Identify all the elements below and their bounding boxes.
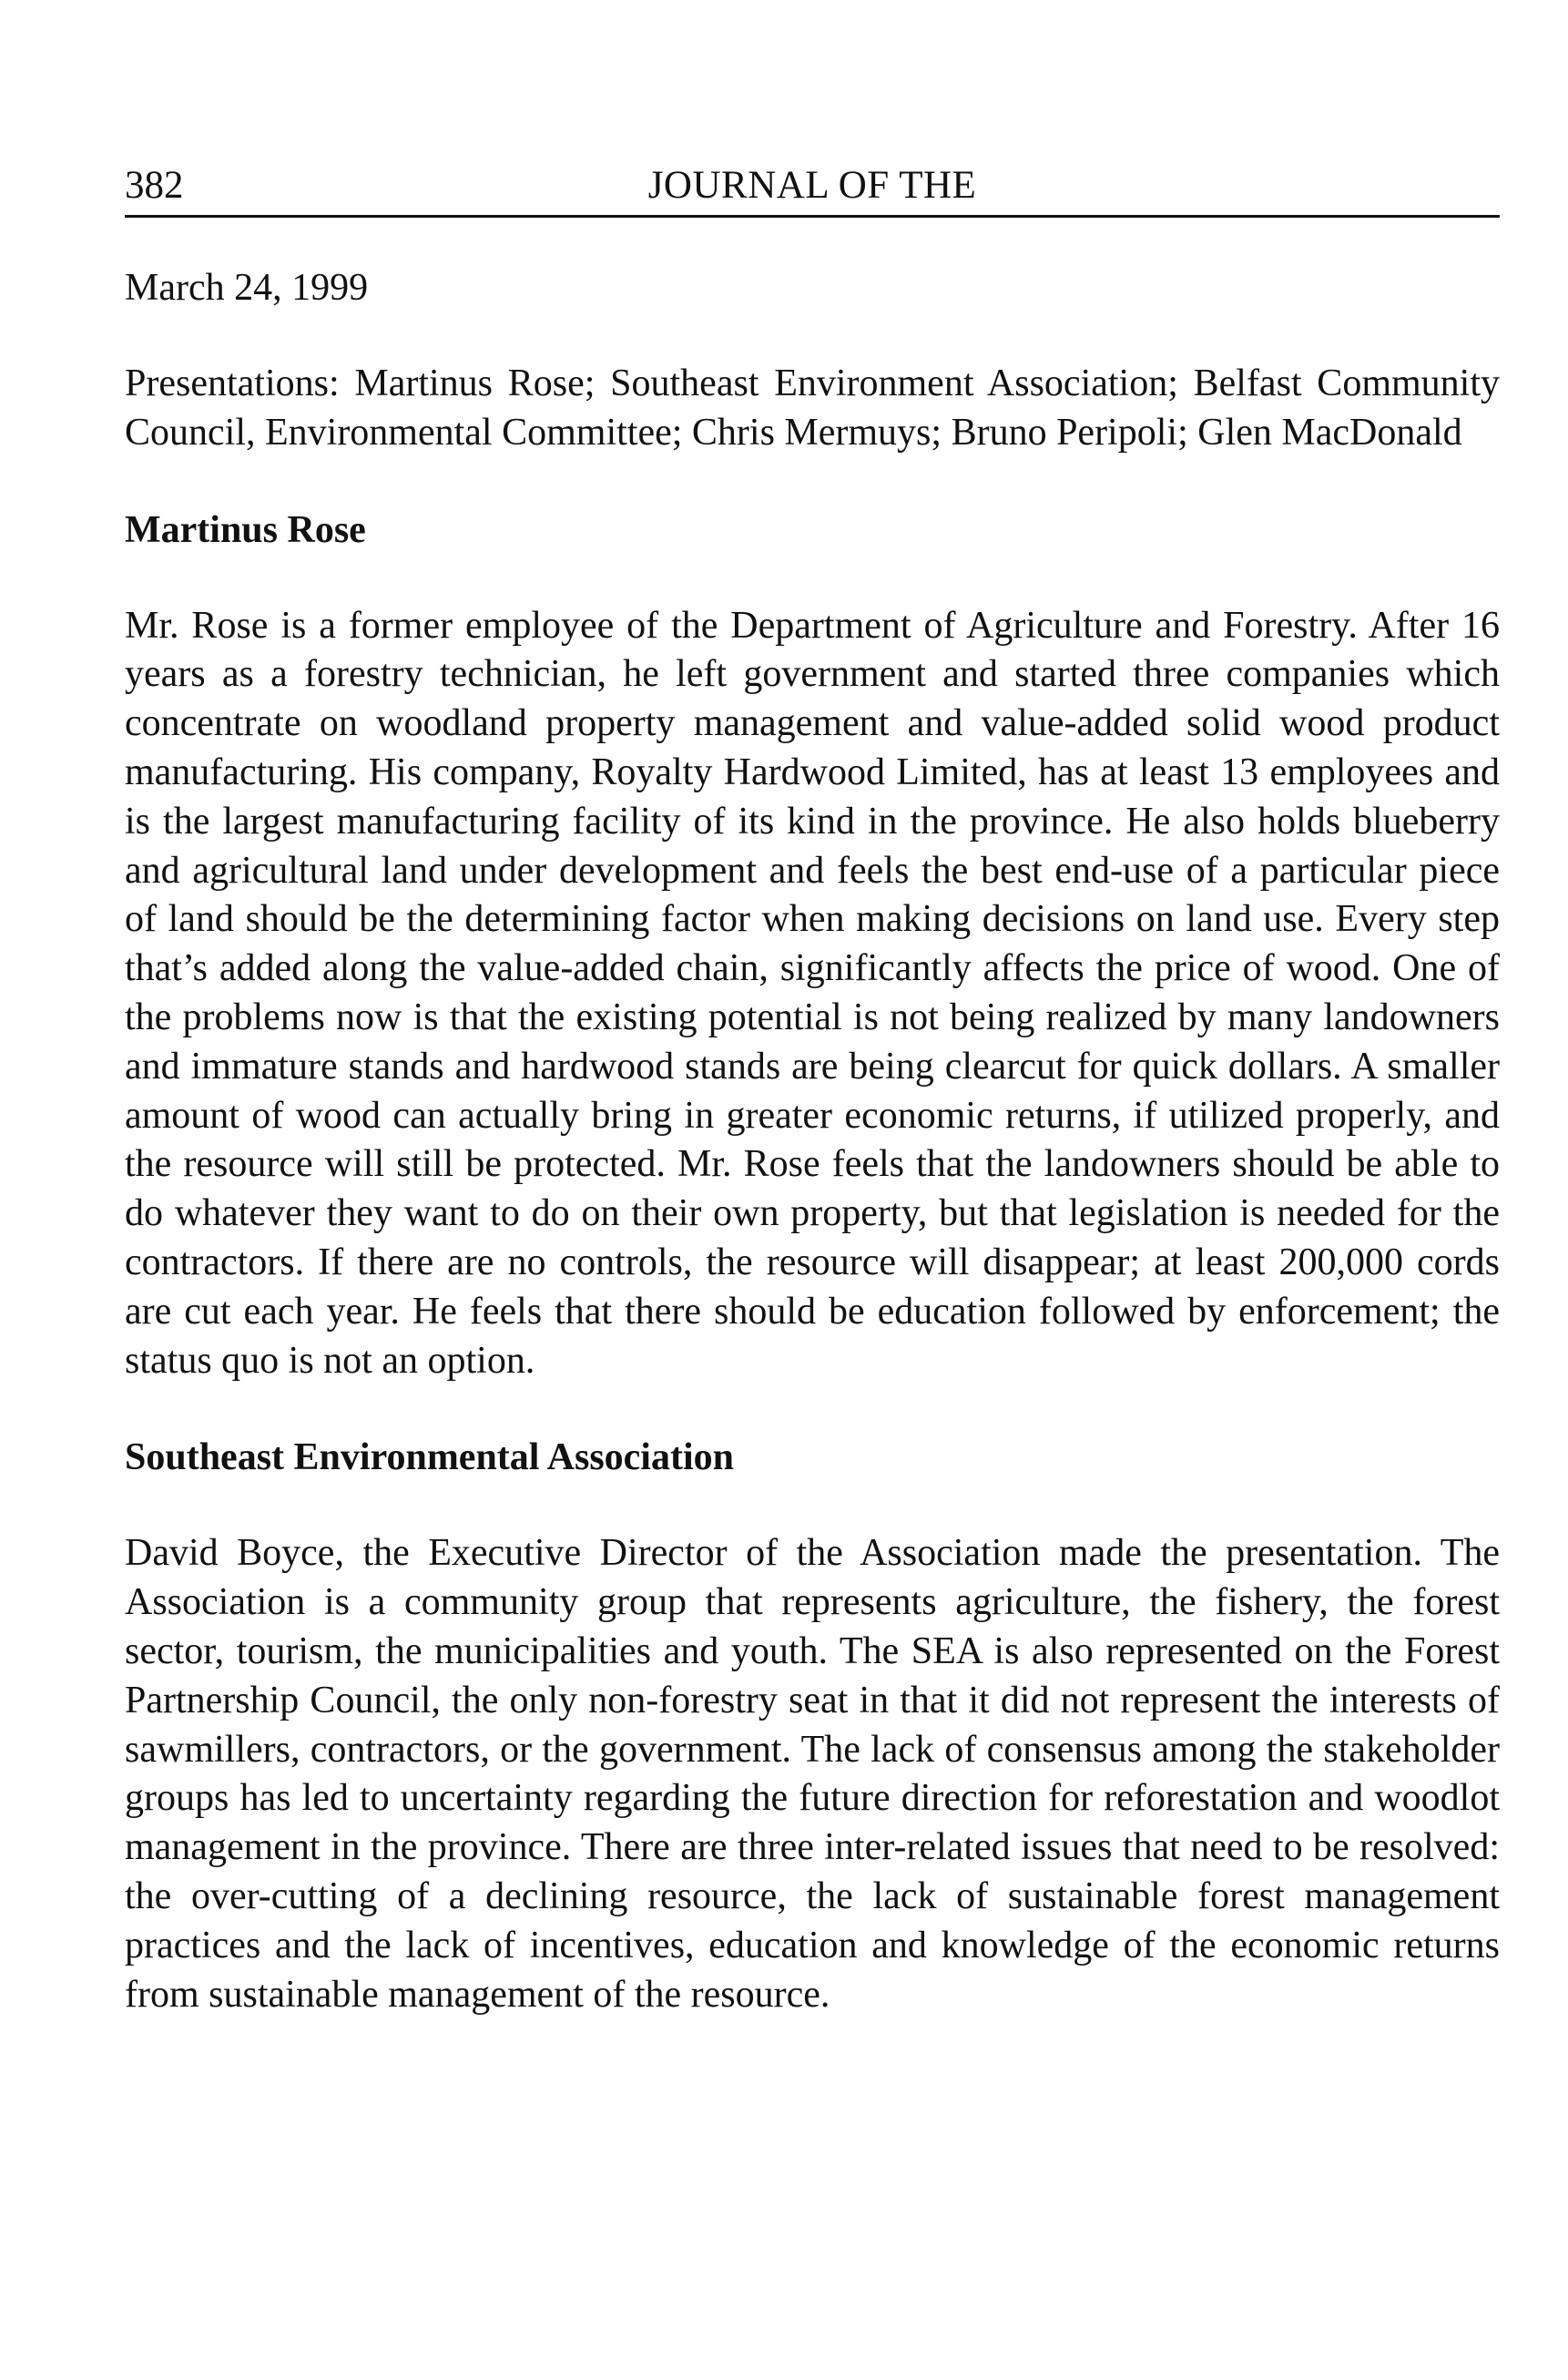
running-header [125, 160, 1500, 218]
journal-page [125, 160, 1500, 2019]
section-heading-martinus-rose: Martinus Rose [125, 508, 366, 551]
meeting-date: March 24, 1999 [125, 267, 369, 309]
presentations-list: Presentations: Martinus Rose; Southeast Environment Association; Belfast Community Council, Environmental Committee; Chris Mermuys; Bruno Peripoli; Glen MacDonald [125, 363, 1500, 454]
journal-title: JOURNAL OF THE [647, 164, 977, 207]
section-heading-southeast-environmental-association: Southeast Environmental Association [125, 1436, 734, 1479]
section-body-martinus-rose: Mr. Rose is a former employee of the Department of Agriculture and Forestry. After 16 years as a forestry technician, he left government and started three companies which concentrate on woodland property management and value-added solid wood product manufacturing. His company, Royalty Hardwood Limited, has at least 13 employees and is the largest manufacturing facility of its kind in the province. He also holds blueberry and agricultural land under development and feels the best end-use of a particular piece of land should be the determining factor when making decisions on land use. Every step that’s added along the value-added chain, significantly affects the price of wood. One of the problems now is that the existing potential is not being realized by many landowners and immature stands and hardwood stands are being clearcut for quick dollars. A smaller amount of wood can actually bring in greater economic returns, if utilized properly, and the resource will still be protected. Mr. Rose feels that the landowners should be able to do whatever they want to do on their own property, but that legislation is needed for the contractors. If there are no controls, the resource will disappear; at least 200,000 cords are cut each year. He feels that there should be education followed by enforcement; the status quo is not an option. [125, 604, 1500, 1382]
section-body-southeast-environmental-association: David Boyce, the Executive Director of the Association made the presentation. The Association is a community group that represents agriculture, the fishery, the forest sector, tourism, the municipalities and youth. The SEA is also represented on the Forest Partnership Council, the only non-forestry seat in that it did not represent the interests of sawmillers, contractors, or the government. The lack of consensus among the stakeholder groups has led to uncertainty regarding the future direction for reforestation and woodlot management in the province. There are three inter-related issues that need to be resolved: the over-cutting of a declining resource, the lack of sustainable forest management practices and the lack of incentives, education and knowledge of the economic returns from sustainable management of the resource. [125, 1532, 1500, 2016]
page-number: 382 [125, 164, 184, 207]
